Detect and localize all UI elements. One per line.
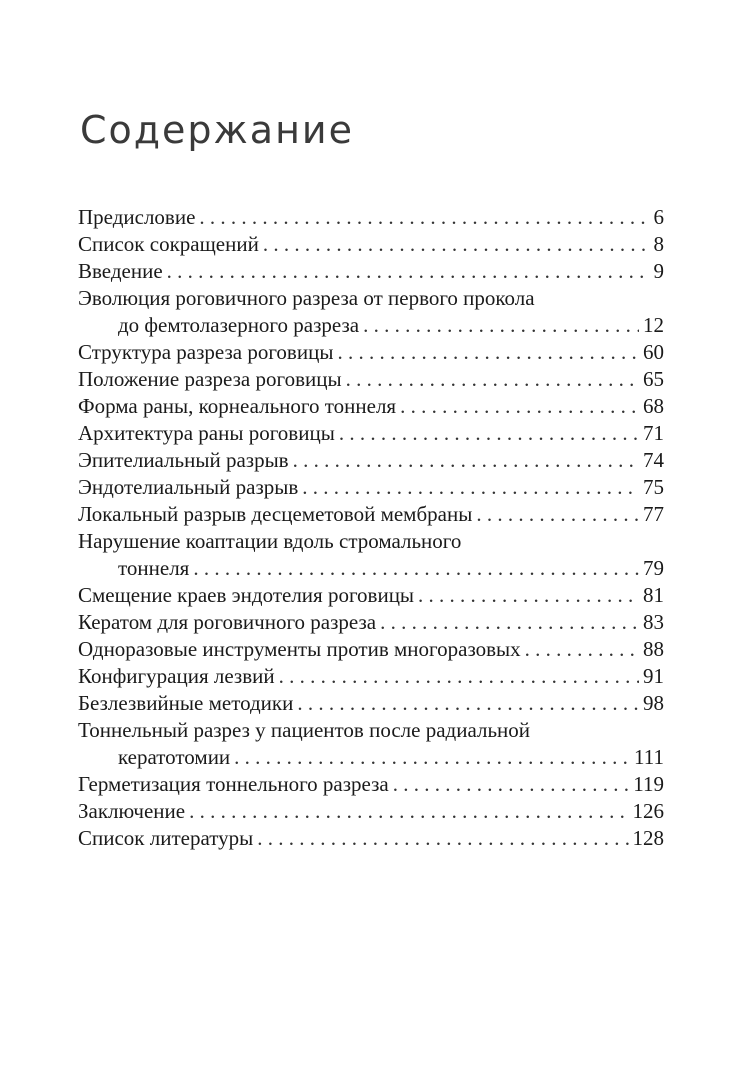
toc-entry-title: Форма раны, корнеального тоннеля <box>78 394 397 418</box>
toc-entry-title: кератотомии <box>118 745 231 769</box>
toc-entry-title: Список литературы <box>78 826 254 850</box>
toc-page-number: 65 <box>643 367 664 391</box>
toc-entry-title: Предисловие <box>78 205 196 229</box>
toc-entry <box>78 285 664 339</box>
dot-leader <box>263 231 650 258</box>
toc-page-number: 83 <box>643 610 664 634</box>
toc-entry <box>78 690 664 717</box>
toc-entry-title: Заключение <box>78 799 186 823</box>
toc-page-number: 77 <box>643 502 664 526</box>
dot-leader <box>279 663 639 690</box>
toc-page-number: 88 <box>643 637 664 661</box>
toc-entry <box>78 663 664 690</box>
toc-page-number: 98 <box>643 691 664 715</box>
toc-entry-title: Структура разреза роговицы <box>78 340 334 364</box>
toc-page-number: 74 <box>643 448 664 472</box>
dot-leader <box>346 366 639 393</box>
toc-page-number: 68 <box>643 394 664 418</box>
toc-page-number: 128 <box>632 826 664 850</box>
dot-leader <box>380 609 639 636</box>
toc-page-number: 119 <box>633 772 664 796</box>
dot-leader <box>400 393 639 420</box>
toc-entry <box>78 825 664 852</box>
toc-entry-title: Локальный разрыв десцеметовой мембраны <box>78 502 473 526</box>
toc-entry <box>78 339 664 366</box>
toc-entry-title: Эндотелиальный разрыв <box>78 475 299 499</box>
toc-entry-title: Одноразовые инструменты против многоразовых <box>78 637 521 661</box>
dot-leader <box>234 744 630 771</box>
toc-page-number: 60 <box>643 340 664 364</box>
toc-page-number: 8 <box>653 232 664 256</box>
dot-leader <box>337 339 639 366</box>
toc-entry-title: Список сокращений <box>78 232 259 256</box>
toc-entry <box>78 609 664 636</box>
toc-entry <box>78 258 664 285</box>
toc-page-number: 81 <box>643 583 664 607</box>
toc-page-number: 75 <box>643 475 664 499</box>
table-of-contents <box>78 204 664 852</box>
toc-entry <box>78 582 664 609</box>
toc-entry-title-line1: Эволюция роговичного разреза от первого прокола <box>78 286 535 310</box>
dot-leader <box>193 555 639 582</box>
dot-leader <box>525 636 639 663</box>
toc-entry-title: Архитектура раны роговицы <box>78 421 335 445</box>
toc-entry <box>78 447 664 474</box>
toc-entry <box>78 501 664 528</box>
dot-leader <box>167 258 650 285</box>
toc-entry-title: до фемтолазерного разреза <box>118 313 360 337</box>
dot-leader <box>418 582 639 609</box>
toc-entry-title: Введение <box>78 259 163 283</box>
dot-leader <box>199 204 649 231</box>
dot-leader <box>339 420 639 447</box>
toc-entry-title-line1: Тоннельный разрез у пациентов после радиальной <box>78 718 531 742</box>
toc-entry-title-line1: Нарушение коаптации вдоль стромального <box>78 529 462 553</box>
toc-entry <box>78 420 664 447</box>
toc-entry-title: Эпителиальный разрыв <box>78 448 289 472</box>
toc-page-number: 9 <box>653 259 664 283</box>
toc-entry <box>78 366 664 393</box>
toc-entry <box>78 798 664 825</box>
toc-entry-title: Кератом для роговичного разреза <box>78 610 377 634</box>
toc-entry <box>78 474 664 501</box>
toc-page-number: 6 <box>653 205 664 229</box>
dot-leader <box>297 690 639 717</box>
dot-leader <box>257 825 628 852</box>
toc-entry-title: Герметизация тоннельного разреза <box>78 772 389 796</box>
toc-entry <box>78 231 664 258</box>
toc-entry-title: Смещение краев эндотелия роговицы <box>78 583 415 607</box>
toc-page-number: 111 <box>634 745 664 769</box>
page-title: Содержание <box>80 108 354 152</box>
toc-entry <box>78 204 664 231</box>
dot-leader <box>363 312 639 339</box>
toc-entry <box>78 528 664 582</box>
dot-leader <box>293 447 639 474</box>
dot-leader <box>393 771 630 798</box>
toc-page-number: 126 <box>632 799 664 823</box>
toc-entry-title: Положение разреза роговицы <box>78 367 342 391</box>
dot-leader <box>476 501 639 528</box>
toc-page-number: 12 <box>643 313 664 337</box>
toc-entry-title: тоннеля <box>118 556 190 580</box>
toc-page-number: 79 <box>643 556 664 580</box>
toc-entry <box>78 636 664 663</box>
dot-leader <box>189 798 628 825</box>
dot-leader <box>302 474 639 501</box>
toc-entry-title: Безлезвийные методики <box>78 691 294 715</box>
toc-page-number: 71 <box>643 421 664 445</box>
toc-entry <box>78 717 664 771</box>
toc-entry-title: Конфигурация лезвий <box>78 664 275 688</box>
toc-entry <box>78 771 664 798</box>
toc-entry <box>78 393 664 420</box>
toc-page-number: 91 <box>643 664 664 688</box>
